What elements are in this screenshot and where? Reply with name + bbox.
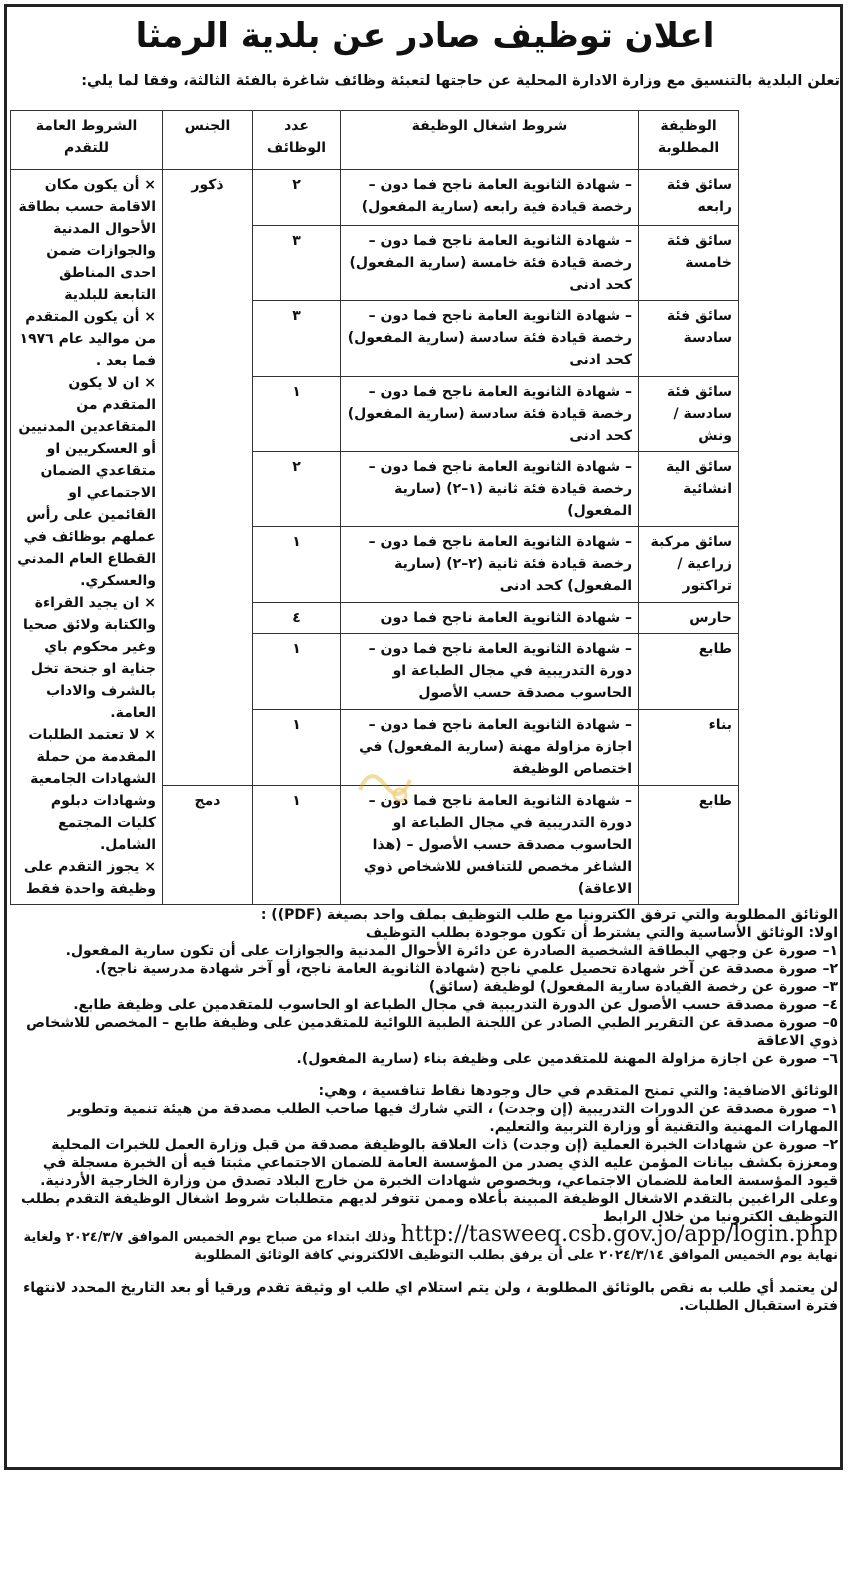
job-title: حارس: [639, 603, 739, 634]
header-job: الوظيفة المطلوبة: [639, 111, 739, 170]
job-conditions: – شهادة الثانوية العامة ناجح فما دون – رخصة قيادة فئة خامسة (سارية المفعول) كحد ادنى: [341, 226, 639, 301]
docs-first-heading: اولا: الوثائق الأساسية والتي يشترط أن تكون موجودة بطلب التوظيف: [365, 925, 838, 941]
general-conditions: [11, 170, 163, 905]
closing-note: لن يعتمد أي طلب به نقص بالوثائق المطلوبة ، ولن يتم استلام اي طلب او وثيقة تقدم ورقيا أو بعد التاريخ المحدد لانتهاء فترة استقبال الطلبات.: [23, 1280, 838, 1314]
general-condition-item: × ان يجيد القراءة والكتابة ولائق صحيا وغير محكوم باي جناية او جنحة تخل بالشرف والاداب العامة.: [23, 595, 156, 721]
job-title: سائق فئة خامسة: [639, 226, 739, 301]
job-count: ١: [253, 526, 341, 602]
job-conditions: – شهادة الثانوية العامة ناجح فما دون – رخصة قيادة فئة سادسة (سارية المفعول) كحد ادنى: [341, 376, 639, 451]
job-title: سائق الية انشائية: [639, 451, 739, 526]
docs-item: ٣– صورة عن رخصة القيادة سارية المفعول) لوظيفة (سائق): [428, 979, 838, 995]
job-conditions: – شهادة الثانوية العامة ناجح فما دون – رخصة قيادة فئة ثانية (٢–٢) (سارية المفعول) كحد ادنى: [341, 526, 639, 602]
docs-item: ١– صورة عن وجهي البطاقة الشخصية الصادرة عن دائرة الأحوال المدنية والجوازات على أن تكون سارية المفعول.: [65, 943, 838, 959]
header-general: الشروط العامة للتقدم: [11, 111, 163, 170]
apply-link-line: [10, 1222, 838, 1265]
job-title: بناء: [639, 710, 739, 785]
job-conditions: – شهادة الثانوية العامة ناجح فما دون – اجازة مزاولة مهنة (سارية المفعول) في اختصاص الوظيفة: [341, 710, 639, 785]
job-conditions: – شهادة الثانوية العامة ناجح فما دون – رخصة قيادة فئة ثانية (١–٢) (سارية المفعول): [341, 451, 639, 526]
general-condition-item: × يجوز التقدم على وظيفة واحدة فقط: [23, 859, 156, 897]
header-gender: الجنس: [163, 111, 253, 170]
job-count: ١: [253, 634, 341, 710]
docs-item: ١– صورة مصدقة عن الدورات التدريبية (إن وجدت) ، التي شارك فيها صاحب الطلب مصدقة من هيئة تنمية وتطوير المهارات المهنية والتقنية أو وزارة التربية والتعليم.: [67, 1101, 838, 1135]
job-count: ٣: [253, 301, 341, 376]
gender-cell: دمج: [163, 785, 253, 904]
general-condition-item: × أن يكون مكان الاقامة حسب بطاقة الأحوال المدنية والجوازات ضمن احدى المناطق التابعة للبلدية: [18, 177, 156, 303]
docs-item: ٤– صورة مصدقة حسب الأصول عن الدورة التدريبية في مجال الطباعة او الحاسوب للمتقدمين على وظيفة طابع.: [73, 997, 838, 1013]
table-row: [11, 170, 739, 226]
job-conditions: – شهادة الثانوية العامة ناجح فما دون – رخصة قيادة فئة سادسة (سارية المفعول) كحد ادنى: [341, 301, 639, 376]
docs-item: ٦– صورة عن اجازة مزاولة المهنة للمتقدمين على وظيفة بناء (سارية المفعول).: [296, 1051, 838, 1067]
header-count: عدد الوظائف: [253, 111, 341, 170]
job-conditions: – شهادة الثانوية العامة ناجح فما دون – دورة التدريبية في مجال الطباعة او الحاسوب مصدقة حسب الأصول: [341, 634, 639, 710]
job-count: ١: [253, 710, 341, 785]
general-condition-item: × أن يكون المتقدم من مواليد عام ١٩٧٦ فما بعد .: [19, 309, 156, 369]
general-condition-item: × ان لا يكون المتقدم من المتقاعدين المدنيين أو العسكريين او متقاعدي الضمان الاجتماعي او القائمين على رأس عملهم بوظائف في القطاع العام المدني والعسكري.: [17, 375, 156, 589]
job-count: ١: [253, 785, 341, 904]
intro-text: تعلن البلدية بالتنسيق مع وزارة الادارة المحلية عن حاجتها لتعبئة وظائف شاغرة بالفئة الثالثة، وفقا لما يلي:: [81, 73, 840, 89]
job-count: ٣: [253, 226, 341, 301]
job-conditions: – شهادة الثانوية العامة ناجح فما دون: [341, 603, 639, 634]
docs-heading: الوثائق المطلوبة والتي ترفق الكترونيا مع طلب التوظيف بملف واحد بصيغة (PDF)) :: [260, 907, 838, 923]
job-count: ٤: [253, 603, 341, 634]
job-title: سائق فئة رابعه: [639, 170, 739, 226]
job-count: ٢: [253, 451, 341, 526]
general-condition-item: × لا تعتمد الطلبات المقدمة من حملة الشهادات الجامعية وشهادات دبلوم كليات المجتمع الشامل.: [28, 727, 156, 853]
watermark-logo: [350, 760, 420, 810]
docs-item: ٥– صورة مصدقة عن التقرير الطبي الصادر عن اللجنة الطبية اللوائية للمتقدمين على وظيفة طابع – المخصص للاشخاص ذوي الاعاقة: [26, 1015, 838, 1049]
application-link[interactable]: http://tasweeq.csb.gov.jo/app/login.php: [400, 1222, 838, 1247]
job-title: سائق فئة سادسة: [639, 301, 739, 376]
job-title: طابع: [639, 634, 739, 710]
dates-text: وذلك ابتداء من صباح يوم الخميس الموافق ٢٠٢٤/٣/٧ ولغاية نهاية يوم الخميس الموافق ٢٠٢٤/٣/١٤ على أن يرفق بطلب التوظيف الالكتروني كافة الوثائق المطلوبة: [23, 1230, 838, 1263]
gender-cell: ذكور: [163, 170, 253, 786]
job-conditions: – شهادة الثانوية العامة ناجح فما دون – دورة التدريبية في مجال الطباعة او الحاسوب مصدقة حسب الأصول – (هذا الشاغر مخصص للتنافس للاشخاص ذوي الاعاقة): [341, 785, 639, 904]
docs-extra-heading: الوثائق الاضافية: والتي تمنح المتقدم في حال وجودها نقاط تنافسية ، وهي:: [318, 1083, 838, 1099]
docs-item: ٢– صورة عن شهادات الخبرة العملية (إن وجدت) ذات العلاقة بالوظيفة مصدقة من قبل وزارة العمل للخبرات المحلية ومعززة بكشف بيانات المؤمن عليه الذي يصدر من المؤسسة العامة للضمان الاجتماعي مثبتا فيه أن الخبرة مسجلة في قيود المؤسسة العامة للضمان الاجتماعي، وبخصوص شهادات الخبرة من خارج البلاد تصدق من وزارة الخارجية الأردنية.: [40, 1137, 838, 1189]
job-count: ٢: [253, 170, 341, 226]
job-title: سائق مركبة زراعية / تراكتور: [639, 526, 739, 602]
job-count: ١: [253, 376, 341, 451]
job-title: سائق فئة سادسة / ونش: [639, 376, 739, 451]
job-title: طابع: [639, 785, 739, 904]
header-conditions: شروط اشغال الوظيفة: [341, 111, 639, 170]
apply-text: وعلى الراغبين بالتقدم الاشغال الوظيفة المبينة بأعلاه وممن تتوفر لديهم متطلبات شروط اشغال الوظيفة التقدم بطلب التوظيف الكترونيا من خلال الرابط: [20, 1191, 838, 1225]
table-header-row: [11, 111, 739, 170]
page-title: اعلان توظيف صادر عن بلدية الرمثا: [135, 16, 715, 56]
documents-section: [10, 906, 838, 1315]
docs-item: ٢– صورة مصدقة عن آخر شهادة تحصيل علمي ناجح (شهادة الثانوية العامة ناجح، أو آخر شهادة مدرسية ناجح).: [95, 961, 838, 977]
job-conditions: – شهادة الثانوية العامة ناجح فما دون – رخصة قيادة فية رابعه (سارية المفعول): [341, 170, 639, 226]
